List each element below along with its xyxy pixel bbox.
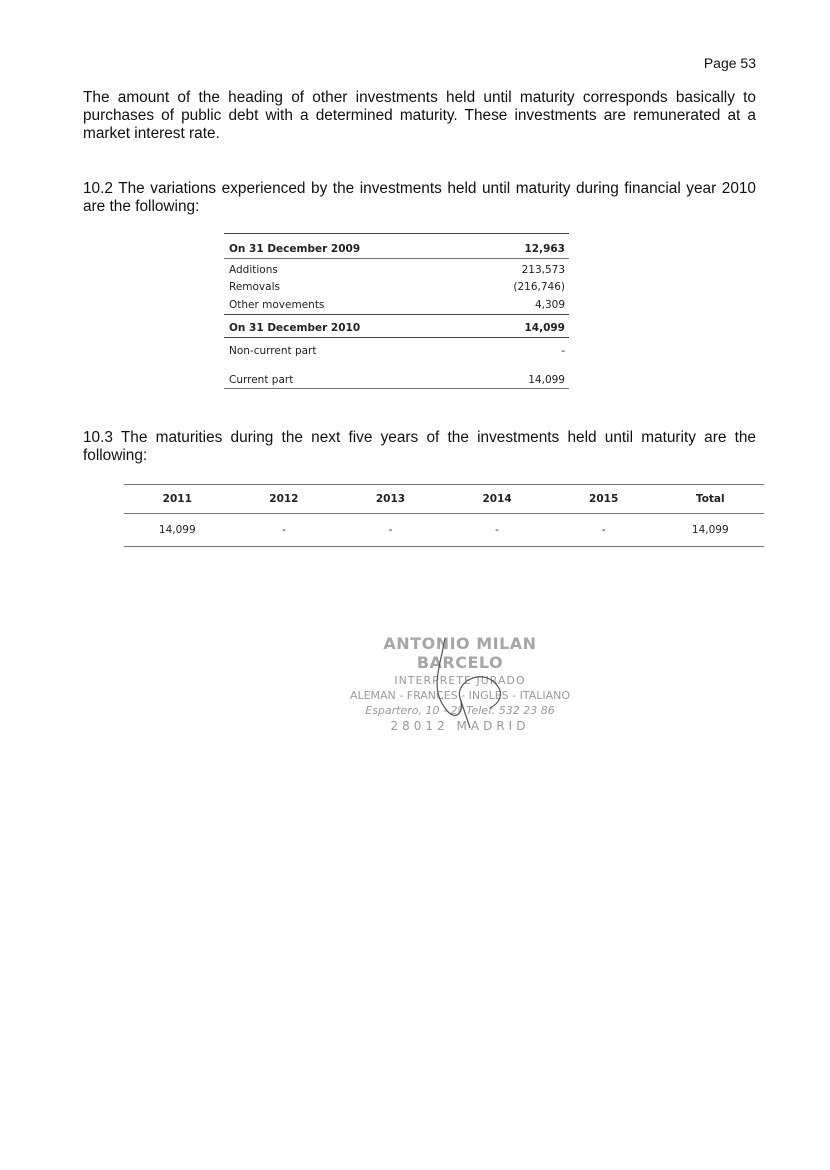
row-value: - — [561, 344, 565, 357]
row-label: On 31 December 2009 — [229, 243, 361, 255]
row-value: 213,573 — [521, 263, 565, 276]
non-current-row — [224, 342, 569, 360]
maturities-header-row — [124, 485, 764, 514]
year-header: 2013 — [375, 493, 406, 505]
translator-stamp — [340, 628, 580, 738]
maturity-total: 14,099 — [691, 524, 729, 536]
row-label: Non-current part — [229, 344, 317, 357]
total-header: Total — [695, 493, 725, 505]
stamp-name: ANTONIO MILAN BARCELO — [383, 634, 537, 672]
row-value: 14,099 — [524, 321, 565, 334]
opening-balance-row — [224, 240, 569, 258]
row-label: On 31 December 2010 — [229, 321, 361, 334]
table-row — [224, 279, 569, 297]
stamp-city: 28012 MADRID — [390, 719, 530, 733]
row-value: 12,963 — [524, 243, 565, 255]
row-value: 4,309 — [534, 298, 565, 311]
maturities-values-row — [124, 514, 764, 546]
current-row — [224, 372, 569, 388]
closing-balance-row — [224, 319, 569, 337]
maturity-value: 14,099 — [158, 524, 196, 536]
signature-icon — [400, 628, 520, 738]
table-row — [224, 296, 569, 314]
year-header: 2011 — [162, 493, 192, 505]
maturity-value: - — [281, 524, 286, 536]
row-label: Removals — [229, 281, 280, 294]
maturity-value: - — [601, 524, 606, 536]
stamp-languages: ALEMAN - FRANCES - INGLES - ITALIANO — [349, 689, 571, 702]
row-value: (216,746) — [513, 281, 565, 294]
paragraph-maturities: 10.3 The maturities during the next five years of the investments held until maturity are the following: — [83, 429, 756, 464]
table-row — [224, 261, 569, 279]
maturity-value: - — [388, 524, 393, 536]
row-value: 14,099 — [528, 373, 565, 386]
variations-table — [224, 233, 569, 389]
year-header: 2014 — [482, 493, 512, 505]
year-header: 2015 — [589, 493, 619, 505]
maturities-table — [124, 484, 764, 547]
maturity-value: - — [495, 524, 499, 536]
row-label: Additions — [229, 263, 278, 276]
paragraph-variations: 10.2 The variations experienced by the investments held until maturity during financial year 2010 are the following: — [83, 180, 756, 215]
page-number: Page 53 — [703, 55, 756, 71]
row-label: Other movements — [229, 298, 325, 311]
stamp-title: INTERPRETE JURADO — [394, 674, 526, 687]
year-header: 2012 — [269, 493, 299, 505]
stamp-address: Espartero, 10 - 2º Telef. 532 23 86 — [365, 704, 555, 717]
row-label: Current part — [229, 373, 294, 386]
paragraph-intro: The amount of the heading of other investments held until maturity corresponds basically to purchases of public debt with a determined maturity. These investments are remunerated at a market interest rate. — [83, 89, 756, 142]
